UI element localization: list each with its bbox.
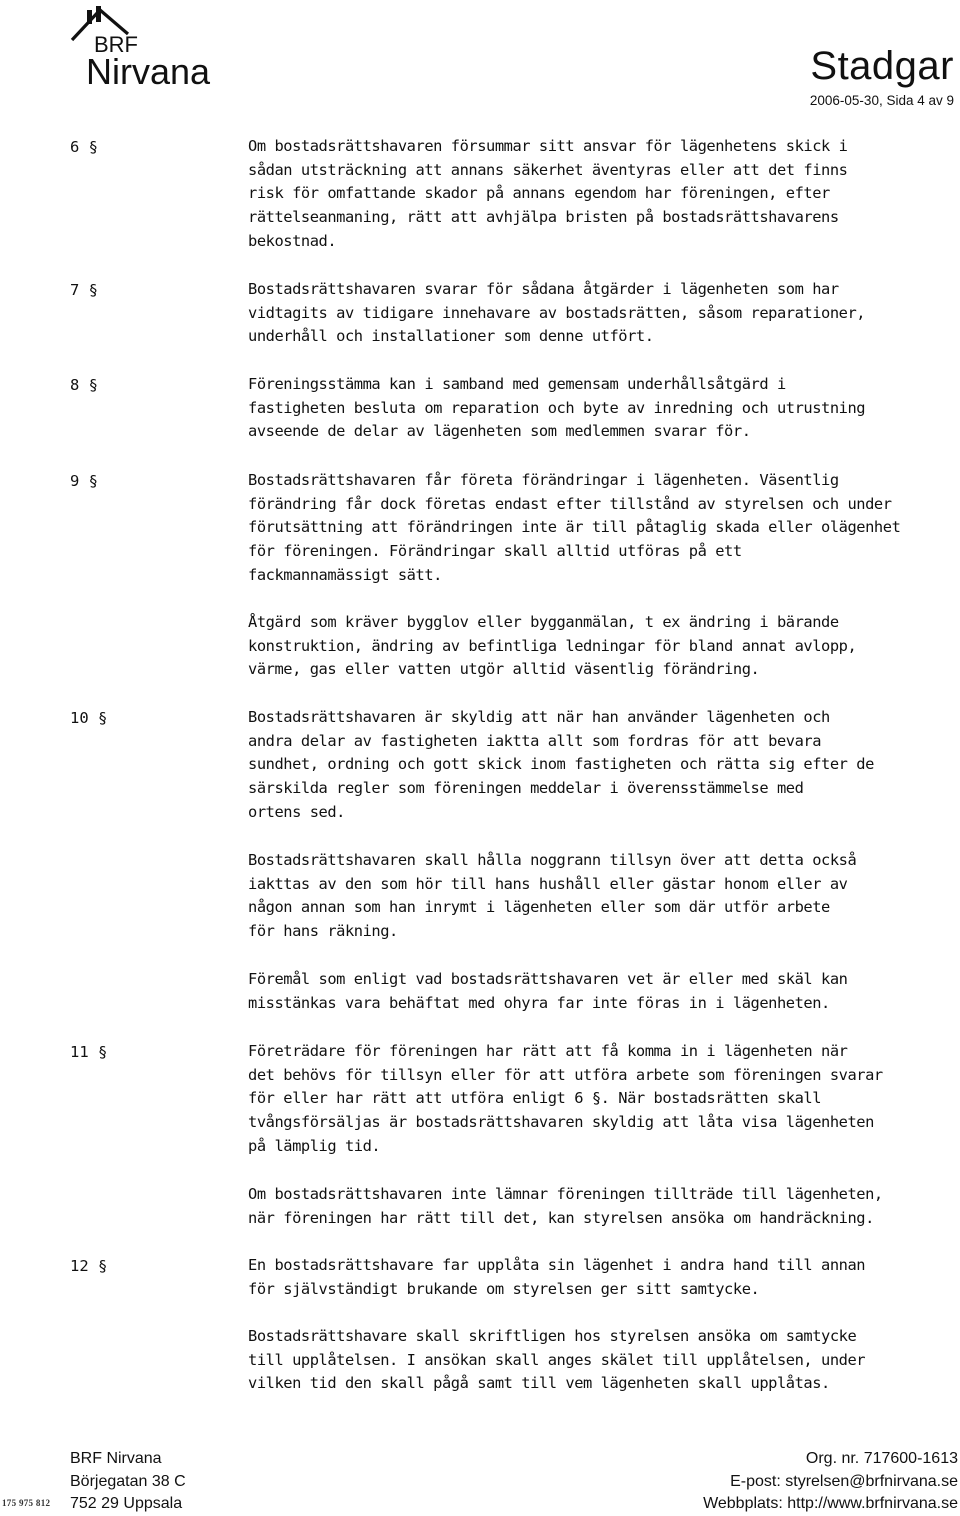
text-line: risk för omfattande skador på annans egendom har föreningen, efter (248, 184, 830, 203)
page-title: Stadgar (810, 44, 954, 88)
text-line: underhåll och installationer som denne utfört. (248, 327, 654, 346)
text-line: bekostnad. (248, 231, 337, 250)
text-line: vilken tid den skall pågå samt till vem lägenheten skall upplåtas. (248, 1374, 830, 1393)
text-line: Bostadsrättshavaren svarar för sådana åtgärder i lägenheten som har (248, 280, 839, 298)
footer-address (70, 1448, 186, 1516)
text-line: fackmannamässigt sätt. (248, 565, 442, 584)
footer-contact (703, 1448, 958, 1516)
text-line: för självständigt brukande om styrelsen ger sitt samtycke. (248, 1279, 760, 1298)
section-10-text-p3 (248, 968, 958, 1015)
logo-name-text: Nirvana (86, 51, 211, 88)
text-line: konstruktion, ändring av befintliga ledningar för bland annat avlopp, (248, 636, 857, 655)
section-9-text-p2 (248, 611, 958, 682)
section-number-8: 8 § (70, 376, 98, 394)
section-12-text-p1 (248, 1254, 958, 1301)
section-number-11: 11 § (70, 1043, 108, 1061)
text-line: Bostadsrättshavaren är skyldig att när han använder lägenheten och (248, 708, 830, 726)
date-page-indicator: 2006-05-30, Sida 4 av 9 (809, 93, 954, 108)
text-line: fastigheten besluta om reparation och byte av inredning och utrustning (248, 398, 866, 417)
text-line: misstänkas vara behäftat med ohyra far inte föras in i lägenheten. (248, 993, 830, 1012)
section-number-12: 12 § (70, 1257, 108, 1275)
section-9-text-p1 (248, 469, 958, 588)
footer-street: Börjegatan 38 C (70, 1472, 186, 1490)
section-6-text (248, 135, 958, 254)
section-7-text (248, 278, 958, 349)
text-line: för eller har rätt att utföra enligt 6 §. När bostadsrätten skall (248, 1089, 822, 1108)
text-line: Företrädare för föreningen har rätt att få komma in i lägenheten när (248, 1042, 848, 1060)
text-line: Föremål som enligt vad bostadsrättshavaren vet är eller med skäl kan (248, 970, 848, 988)
text-line: sundhet, ordning och gott skick inom fastigheten och rätta sig efter de (248, 755, 874, 774)
text-line: det behövs för tillsyn eller för att utföra arbete som föreningen svarar (248, 1065, 883, 1084)
footer-org-number: Org. nr. 717600-1613 (805, 1450, 958, 1467)
text-line: Bostadsrättshavaren får företa förändringar i lägenheten. Väsentlig (248, 471, 839, 489)
section-10-text-p1 (248, 706, 958, 825)
text-line: avseende de delar av lägenheten som medlemmen svarar för. (248, 422, 751, 441)
text-line: Bostadsrättshavare skall skriftligen hos styrelsen ansöka om samtycke (248, 1327, 857, 1345)
text-line: till upplåtelsen. I ansökan skall anges skälet till upplåtelsen, under (248, 1350, 866, 1369)
text-line: tvångsförsäljas är bostadsrättshavaren skyldig att låta visa lägenheten (248, 1113, 874, 1132)
footer-org-name: BRF Nirvana (70, 1450, 162, 1467)
section-number-6: 6 § (70, 138, 98, 156)
text-line: för föreningen. Förändringar skall alltid utföras på ett (248, 542, 742, 561)
text-line: värme, gas eller vatten utgör alltid väsentlig förändring. (248, 660, 760, 679)
footer-email: E-post: styrelsen@brfnirvana.se (730, 1472, 958, 1490)
house-logo-icon (70, 4, 245, 88)
footer-website: Webbplats: http://www.brfnirvana.se (703, 1495, 958, 1512)
section-number-7: 7 § (70, 281, 98, 299)
text-line: Bostadsrättshavaren skall hålla noggrann tillsyn över att detta också (248, 851, 857, 869)
section-number-9: 9 § (70, 472, 98, 490)
section-11-text-p1 (248, 1040, 958, 1159)
text-line: Åtgärd som kräver bygglov eller bygganmälan, t ex ändring i bärande (248, 613, 839, 631)
section-number-10: 10 § (70, 709, 108, 727)
text-line: vidtagits av tidigare innehavare av bostadsrätten, såsom reparationer, (248, 303, 866, 322)
section-12-text-p2 (248, 1325, 958, 1396)
section-11-text-p2 (248, 1183, 958, 1230)
text-line: Om bostadsrättshavaren försummar sitt ansvar för lägenhetens skick i (248, 137, 848, 155)
text-line: Föreningsstämma kan i samband med gemensam underhållsåtgärd i (248, 375, 786, 393)
section-10-text-p2 (248, 849, 958, 944)
text-line: förändring får dock företas endast efter tillstånd av styrelsen och under (248, 494, 892, 513)
text-line: på lämplig tid. (248, 1136, 381, 1155)
text-line: någon annan som han inrymt i lägenheten eller som där utför arbete (248, 898, 830, 917)
logo-small-text: BRF (94, 32, 138, 57)
text-line: när föreningen har rätt till det, kan styrelsen ansöka om handräckning. (248, 1208, 874, 1227)
text-line: En bostadsrättshavare far upplåta sin lägenhet i andra hand till annan (248, 1256, 866, 1274)
text-line: sådan utsträckning att annans säkerhet äventyras eller att det finns (248, 160, 848, 179)
text-line: för hans räkning. (248, 922, 398, 941)
text-line: särskilda regler som föreningen meddelar i överensstämmelse med (248, 779, 804, 798)
text-line: rättelseanmaning, rätt att avhjälpa bristen på bostadsrättshavarens (248, 208, 839, 227)
text-line: förutsättning att förändringen inte är till påtaglig skada eller olägenhet (248, 518, 901, 537)
text-line: andra delar av fastigheten iaktta allt som fordras för att bevara (248, 731, 822, 750)
text-line: Om bostadsrättshavaren inte lämnar föreningen tillträde till lägenheten, (248, 1185, 883, 1203)
text-line: iakttas av den som hör till hans hushåll eller gästar honom eller av (248, 874, 848, 893)
document-id-code: 175 975 812 (2, 1498, 51, 1508)
text-line: ortens sed. (248, 802, 345, 821)
footer-city: 752 29 Uppsala (70, 1495, 183, 1512)
section-8-text (248, 373, 958, 444)
brf-nirvana-logo (70, 4, 245, 88)
